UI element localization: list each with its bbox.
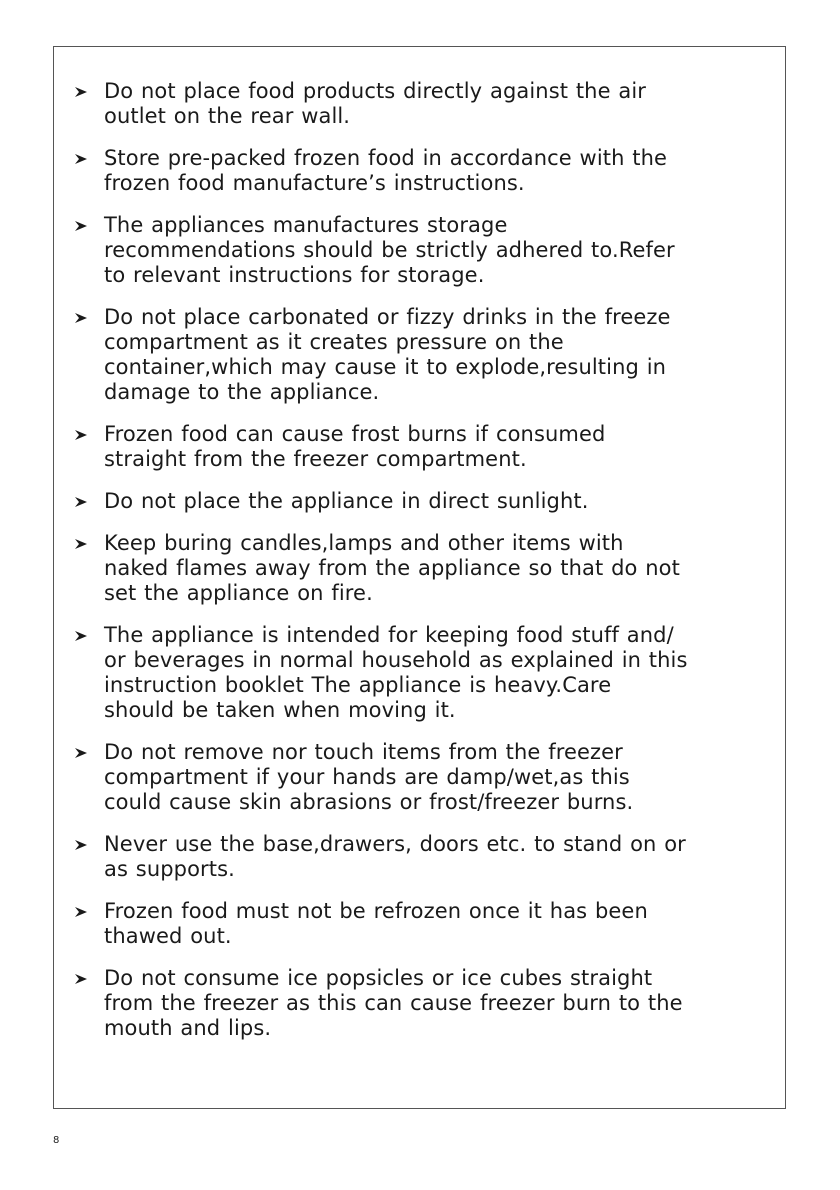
list-item (74, 79, 774, 129)
arrowhead-bullet-icon (74, 899, 104, 924)
list-item (74, 422, 774, 472)
arrowhead-bullet-icon (74, 146, 104, 171)
list-item-text: The appliance is intended for keeping food stuff and/ or beverages in normal household as explained in this instruction booklet The appliance is heavy.Care should be taken when moving it. (104, 623, 688, 722)
list-item-text: Store pre-packed frozen food in accordance with the frozen food manufacture’s instructions. (104, 146, 668, 195)
list-item-text: The appliances manufactures storage recommendations should be strictly adhered to.Refer to relevant instructions for storage. (104, 213, 675, 287)
list-item (74, 146, 774, 196)
list-item (74, 213, 774, 288)
list-item-text: Keep buring candles,lamps and other items with naked flames away from the appliance so that do not set the appliance on fire. (104, 531, 680, 605)
list-item (74, 966, 774, 1041)
arrowhead-bullet-icon (74, 422, 104, 447)
list-item (74, 305, 774, 405)
list-item-text: Do not consume ice popsicles or ice cubes straight from the freezer as this can cause freezer burn to the mouth and lips. (104, 966, 683, 1040)
list-item-text: Never use the base,drawers, doors etc. to stand on or as supports. (104, 832, 686, 881)
content-frame (53, 46, 786, 1109)
arrowhead-bullet-icon (74, 832, 104, 857)
arrowhead-bullet-icon (74, 531, 104, 556)
list-item-text: Do not place the appliance in direct sunlight. (104, 489, 589, 513)
arrowhead-bullet-icon (74, 740, 104, 765)
arrowhead-bullet-icon (74, 623, 104, 648)
list-item (74, 531, 774, 606)
arrowhead-bullet-icon (74, 213, 104, 238)
list-item (74, 832, 774, 882)
arrowhead-bullet-icon (74, 79, 104, 104)
list-item-text: Do not place food products directly against the air outlet on the rear wall. (104, 79, 647, 128)
list-item-text: Do not remove nor touch items from the freezer compartment if your hands are damp/wet,as this could cause skin abrasions or frost/freezer burns. (104, 740, 634, 814)
list-item (74, 623, 774, 723)
list-item (74, 740, 774, 815)
list-item (74, 899, 774, 949)
list-item (74, 489, 774, 514)
safety-bullet-list (74, 79, 774, 1058)
arrowhead-bullet-icon (74, 489, 104, 514)
arrowhead-bullet-icon (74, 305, 104, 330)
page-number: 8 (53, 1135, 60, 1146)
list-item-text: Frozen food can cause frost burns if consumed straight from the freezer compartment. (104, 422, 606, 471)
list-item-text: Frozen food must not be refrozen once it has been thawed out. (104, 899, 648, 948)
arrowhead-bullet-icon (74, 966, 104, 991)
list-item-text: Do not place carbonated or fizzy drinks in the freeze compartment as it creates pressure on the container,which may cause it to explode,resulting in damage to the appliance. (104, 305, 671, 404)
